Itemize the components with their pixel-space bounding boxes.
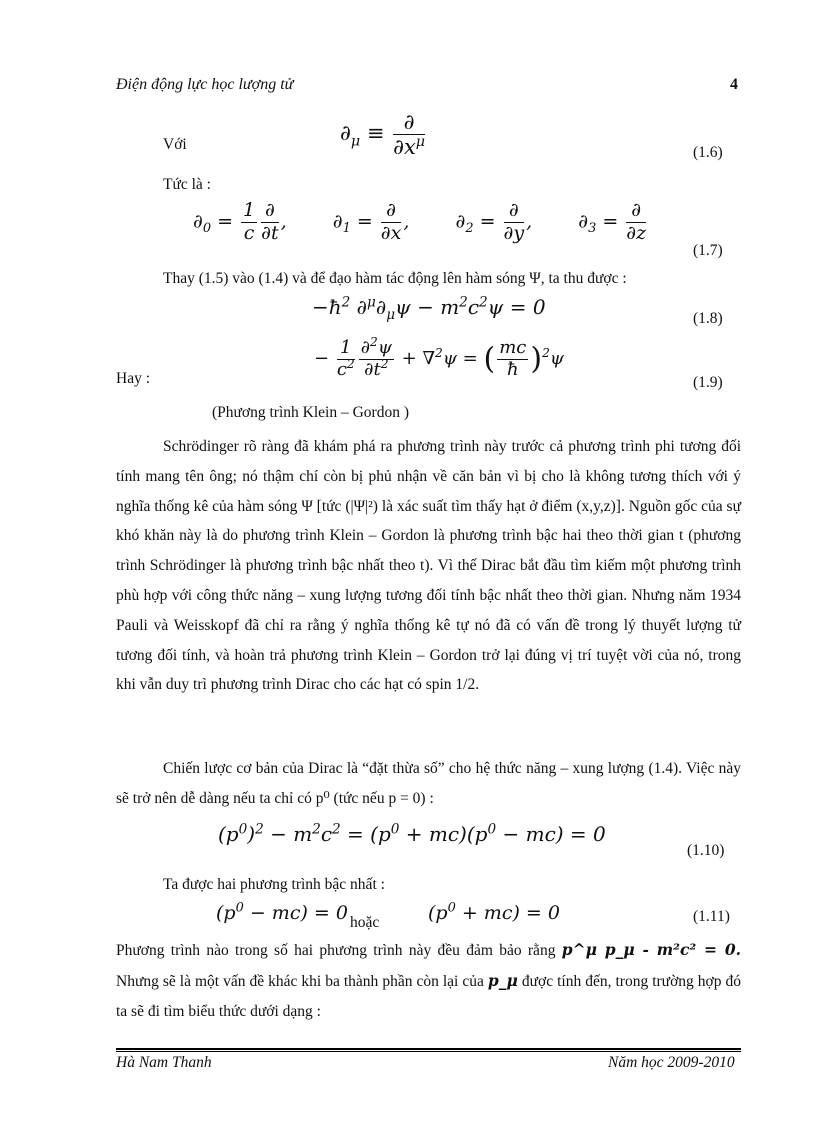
equation-1-7: $\partial_0$ = $\frac{1}{c}$ $\frac{\partial}{\partial t}$ , $\partial_1$ = $\frac{\partial}{\partial x}$ , $\partial_2$ = $\frac{\partial}{\partial y}$ , $\partial_3$ = $\frac{\partial}{\partial z}$ <box>193 199 647 244</box>
equation-1-6: $\partial_\mu$ ≡ $\frac{\partial}{\partial x^\mu}$ <box>340 110 426 160</box>
paragraph-final <box>116 935 741 1026</box>
footer-rule-top <box>116 1048 741 1050</box>
equation-number-1-10: (1.10) <box>687 842 725 859</box>
label-hoac: hoặc <box>350 914 380 931</box>
final-text-end: được tính đến, trong trường hợp đó ta sẽ đi tìm biểu thức dưới dạng : <box>116 972 741 1020</box>
final-pmu: p_μ <box>487 970 518 990</box>
equation-1-10: $(p^0)^2 - m^2c^2 = (p^0 + mc)(p^0 - mc) = 0$ <box>218 821 606 846</box>
final-formula: p^μ p_μ - m²c² = 0. <box>561 940 742 959</box>
paragraph-dirac-strategy: Chiến lược cơ bản của Dirac là “đặt thừa số” cho hệ thức năng – xung lượng (1.4). Việc này sẽ trở nên dễ dàng nếu ta chỉ có p⁰ (tức nếu p = 0) : <box>116 760 741 807</box>
equation-1-11-right: $(p^0 + mc) = 0$ <box>428 900 560 924</box>
running-header-title: Điện động lực học lượng tử <box>116 76 294 93</box>
footer-author: Hà Nam Thanh <box>116 1054 212 1071</box>
equation-number-1-8: (1.8) <box>693 310 723 327</box>
paragraph-schrodinger: Schrödinger rõ ràng đã khám phá ra phương trình này trước cả phương trình phi tương đối tính mang tên ông; nó thậm chí còn bị phủ nhận về căn bản vì bị cho là không tương thích với ý nghĩa thống kê của hàm sóng Ψ [tức (|Ψ|²) là xác suất tìm thấy hạt ở điểm (x,y,z)]. Nguồn gốc của sự khó khăn này là do phương trình Klein – Gordon là phương trình bậc hai theo thời gian t (phương trình Schrödinger là phương trình bậc nhất theo t). Vì thế Dirac bắt đầu tìm kiếm một phương trình phù hợp với công thức năng – xung lượng tương đối tính bậc nhất theo thời gian. Nhưng năm 1934 Pauli và Weisskopf đã chỉ ra rằng ý nghĩa thống kê tự nó đã có vấn đề trong lý thuyết lượng tử tương đối tính, và hoàn trả phương trình Klein – Gordon trở lại đúng vị trí tuyệt vời của nó, trong khi vẫn duy trì phương trình Dirac cho các hạt có spin 1/2. <box>116 438 741 694</box>
equation-number-1-6: (1.6) <box>693 144 723 161</box>
equation-number-1-11: (1.11) <box>693 908 730 925</box>
footer-academic-year: Năm học 2009-2010 <box>608 1054 735 1071</box>
footer-rule-bottom <box>116 1051 741 1052</box>
equation-1-9: − $\frac{1}{c^2}$ $\frac{\partial^2\psi}{\partial t^2}$ + ∇$^2$ψ = ( $\frac{mc}{ħ}$ )$^2$ψ <box>314 335 564 380</box>
equation-1-8: $-ħ^2$ $\partial^\mu\partial_\mu\psi - m^2c^2\psi = 0$ <box>312 294 546 323</box>
label-tuc-la: Tức là : <box>163 176 211 193</box>
equation-number-1-7: (1.7) <box>693 242 723 259</box>
klein-gordon-caption: (Phương trình Klein – Gordon ) <box>212 404 409 421</box>
final-text-mid: Nhưng sẽ là một vấn đề khác khi ba thành phần còn lại của <box>116 972 484 990</box>
label-voi: Với <box>163 136 187 153</box>
final-text-start: Phương trình nào trong số hai phương trình này đều đảm bảo rằng <box>116 942 556 959</box>
label-hay: Hay : <box>116 370 151 387</box>
thay-sentence: Thay (1.5) vào (1.4) và để đạo hàm tác động lên hàm sóng Ψ, ta thu được : <box>163 270 627 287</box>
equation-1-11-left: $(p^0 - mc) = 0$ <box>216 900 348 924</box>
page-number: 4 <box>730 76 738 93</box>
ta-duoc-sentence: Ta được hai phương trình bậc nhất : <box>163 876 385 893</box>
equation-number-1-9: (1.9) <box>693 374 723 391</box>
